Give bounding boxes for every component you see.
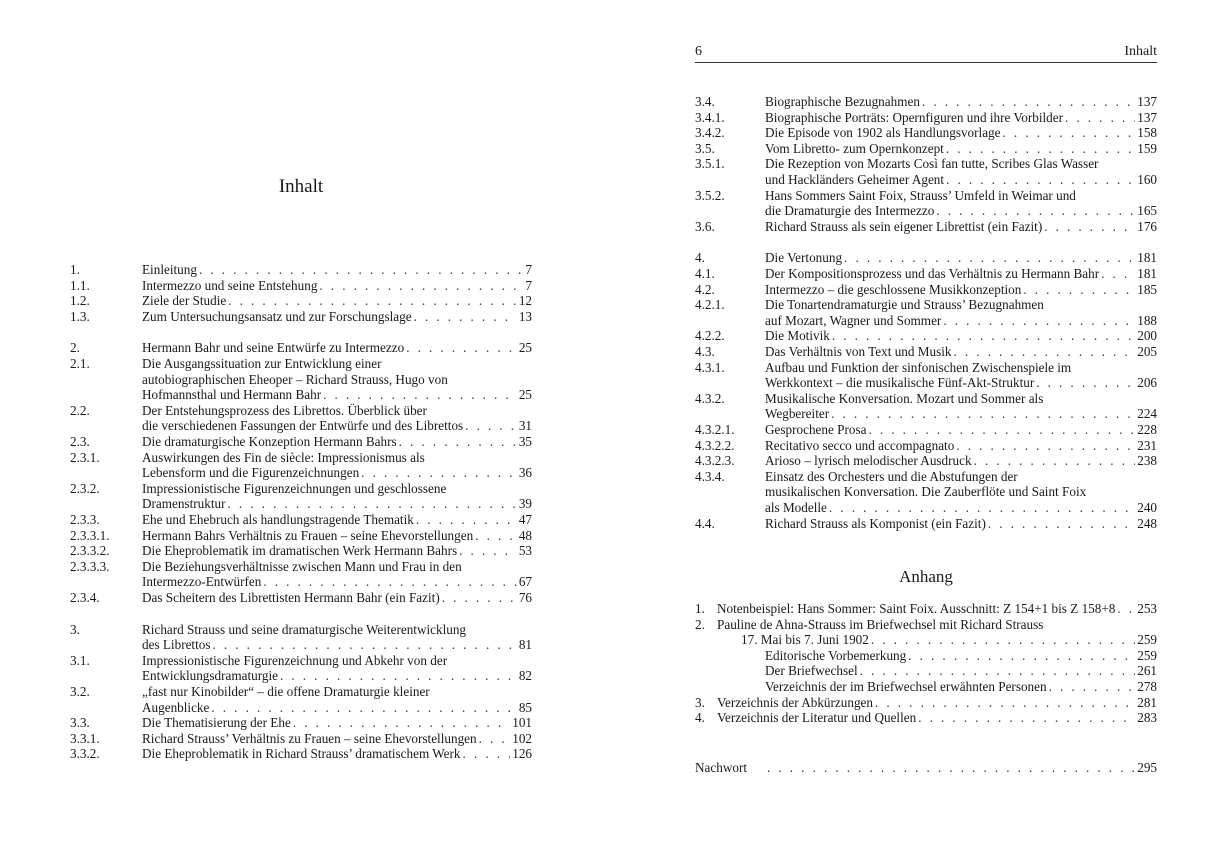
dot-leader [1049,679,1136,695]
toc-entry-number: 4. [695,710,705,726]
toc-entry [70,356,532,403]
anhang-title: Anhang [899,567,953,586]
dot-leader [871,632,1135,648]
toc-entry [70,309,532,325]
toc-entry-page: 200 [1137,328,1157,344]
toc-entry [695,617,1157,648]
toc-entry-title: Hofmannsthal und Hermann Bahr [142,387,322,403]
toc-entry-number: 3.3.2. [70,746,100,762]
toc-entry [695,219,1157,235]
dot-leader [228,496,517,512]
page-number: 6 [695,44,702,59]
toc-entry-title: Aufbau und Funktion der sinfonischen Zwischenspiele im [765,359,1072,375]
toc-entry-page: 181 [1137,266,1157,281]
toc-entry-title: als Modelle [765,499,827,515]
toc-entry-number: 4.3. [695,344,715,359]
toc-entry-page: 281 [1137,694,1157,710]
dot-leader [463,746,511,762]
dot-leader [1065,110,1135,126]
toc-entry [695,648,1157,664]
toc-entry-number: 3.2. [70,684,90,699]
toc-entry [70,278,532,294]
toc-entry-title: Die dramaturgische Konzeption Hermann Bahrs [142,434,397,449]
toc-entry-title: Ehe und Ehebruch als handlungstragende Thematik [142,512,414,527]
dot-leader [323,387,517,403]
toc-entry-title: Gesprochene Prosa [765,422,867,437]
toc-entry [695,438,1157,454]
toc-entry-title: Die Thematisierung der Ehe [142,715,291,731]
toc-entry-number: 3.3.1. [70,730,100,746]
toc-entry-title: Die Beziehungsverhältnisse zwischen Mann und Frau in den [142,558,462,574]
toc-entry [695,94,1157,110]
toc-entry [70,559,532,590]
toc-entry [695,344,1157,360]
toc-entry-number: 1.2. [70,293,90,309]
toc-entry-title: musikalischen Konversation. Die Zauberflöte und Saint Foix [765,484,1087,500]
dot-leader [1101,266,1135,282]
toc-entry-title: Verzeichnis der im Briefwechsel erwähnten Personen [765,679,1047,694]
toc-entry-title: Die Motivik [765,328,830,344]
toc-entry-number: 3.5.2. [695,187,725,203]
toc-entry [70,450,532,481]
dot-leader [860,663,1136,679]
dot-leader [1044,219,1135,235]
dot-leader [319,278,523,294]
toc-entry-page: 39 [518,496,532,512]
toc-entry-page: 137 [1137,94,1157,109]
toc-entry-title: Hermann Bahr und seine Entwürfe zu Intermezzo [142,340,405,356]
toc-entry-title: Hermann Bahrs Verhältnis zu Frauen – seine Ehevorstellungen [142,527,474,543]
dot-leader [908,648,1135,664]
dot-leader [832,328,1135,344]
dot-leader [918,710,1135,726]
toc-entry-title: Der Kompositionsprozess und das Verhältnis zu Hermann Bahr [765,266,1100,281]
dot-leader [829,500,1135,516]
dot-leader [1036,375,1135,391]
toc-entry-page: 31 [518,418,532,434]
toc-entry-title: Nachwort [695,760,747,775]
toc-entry-page: 240 [1137,499,1157,515]
dot-leader [280,668,517,684]
toc-entry-page: 259 [1137,647,1157,663]
dot-leader [946,141,1135,157]
right-page [607,0,1214,852]
dot-leader [831,406,1135,422]
toc-entry [70,293,532,309]
toc-entry-title: Biographische Porträts: Opernfiguren und ihre Vorbilder [765,109,1063,125]
dot-leader [767,760,1135,776]
toc-entry [70,481,532,512]
dot-leader [954,344,1136,360]
toc-entry-title: Dramenstruktur [142,496,226,512]
toc-entry-page: 181 [1137,250,1157,266]
toc-entry-title: Impressionistische Figurenzeichnung und Abkehr von der [142,652,448,668]
toc-entry-number: 3. [695,694,705,710]
toc-entry-title: Einsatz des Orchesters und die Abstufungen der [765,468,1018,484]
toc-entry-title: Augenblicke [142,699,210,715]
dot-leader [479,731,511,747]
toc-entry-page: 48 [518,527,532,543]
toc-entry-page: 248 [1137,515,1157,531]
dot-leader [211,700,516,716]
toc-entry-number: 2.3.1. [70,449,100,465]
toc-entry-number: 3.4.1. [695,109,725,125]
toc-entry-page: 47 [518,512,532,527]
toc-entry-page: 137 [1137,109,1157,125]
toc-entry-page: 278 [1137,679,1157,694]
toc-entry-number: 2.3. [70,434,90,449]
toc-entry-page: 228 [1137,422,1157,437]
toc-entry-page: 231 [1137,437,1157,453]
toc-entry [695,266,1157,282]
toc-entry-number: 4.3.2.1. [695,422,735,437]
toc-entry-title: Der Entstehungsprozess des Librettos. Überblick über [142,402,427,418]
toc-entry-title: Auswirkungen des Fin de siècle: Impressionismus als [142,449,425,465]
toc-entry-title: Verzeichnis der Literatur und Quellen [717,710,917,726]
toc-entry-number: 1. [70,262,80,277]
toc-entry-page: 7 [525,277,532,293]
toc-entry-number: 4. [695,250,705,266]
toc-entry-page: 82 [518,668,532,684]
toc-entry [695,282,1157,298]
dot-leader [1003,125,1136,141]
dot-leader [475,528,517,544]
toc-entry [695,141,1157,157]
dot-leader [875,695,1135,711]
toc-entry-number: 4.3.2.3. [695,453,735,469]
toc-entry-page: 25 [518,387,532,403]
dot-leader [956,438,1135,454]
toc-entry [695,422,1157,438]
toc-entry-title: Einleitung [142,262,197,277]
toc-entry-page: 25 [518,340,532,356]
toc-entry-number: 2. [695,616,705,632]
toc-entry-page: 81 [518,637,532,653]
toc-entry-number: 2.3.3.3. [70,558,110,574]
toc-entry [70,262,532,278]
dot-leader [213,637,517,653]
toc-entry-page: 283 [1137,710,1157,726]
page-title: Inhalt [278,176,324,197]
toc-entry-page: 7 [525,262,532,277]
toc-entry [70,653,532,684]
toc-entry [70,528,532,544]
dot-leader [416,512,517,528]
toc-entry-title: Das Scheitern des Librettisten Hermann Bahr (ein Fazit) [142,590,440,605]
toc-entry-page: 205 [1137,344,1157,359]
toc-entry [70,622,532,653]
toc-entry-title: Die Vertonung [765,250,843,266]
dot-leader [868,422,1135,438]
running-head [695,43,1157,63]
toc-entry-title: Die Eheproblematik im dramatischen Werk Hermann Bahrs [142,543,458,559]
toc-entry [70,434,532,450]
toc-entry-number: 4.3.2.2. [695,437,735,453]
toc-entry [695,156,1157,187]
dot-leader [936,203,1135,219]
toc-entry-title: auf Mozart, Wagner und Sommer [765,312,942,328]
toc-entry-number: 3.6. [695,218,715,234]
toc-entry-title: Ziele der Studie [142,293,227,309]
toc-entry-page: 12 [518,293,532,309]
toc-entry-title: die Dramaturgie des Intermezzo [765,203,935,219]
toc-entry-page: 185 [1137,281,1157,297]
toc-entry-page: 67 [518,574,532,590]
dot-leader [293,715,510,731]
dot-leader [974,453,1136,469]
toc-entry-number: 2.3.2. [70,480,100,496]
toc-entry [695,328,1157,344]
toc-entry-number: 1.1. [70,277,90,293]
dot-leader [1117,601,1135,617]
toc-entry [695,679,1157,695]
toc-entry [695,469,1157,516]
toc-entry-title: Editorische Vorbemerkung [765,647,907,663]
dot-leader [988,516,1135,532]
toc-entry [695,601,1157,617]
toc-entry-page: 224 [1137,406,1157,422]
toc-entry-page: 165 [1137,203,1157,219]
toc-entry-title: Notenbeispiel: Hans Sommer: Saint Foix. Ausschnitt: Z 154+1 bis Z 158+8 [717,601,1116,616]
toc-entry-page: 35 [518,434,532,449]
toc-entry-title: Wegbereiter [765,406,830,422]
toc-entry-page: 85 [518,699,532,715]
toc-entry-page: 238 [1137,453,1157,469]
toc-entry [70,731,532,747]
dot-leader [263,574,516,590]
toc-entry-title: Intermezzo und seine Entstehung [142,277,318,293]
dot-leader [414,309,517,325]
toc-entry-number: 2.3.4. [70,590,100,605]
toc-entry-title: die verschiedenen Fassungen der Entwürfe und des Librettos [142,418,464,434]
toc-entry-title: Arioso – lyrisch melodischer Ausdruck [765,453,972,469]
toc-entry [695,710,1157,726]
toc-entry-title: Die Ausgangssituation zur Entwicklung einer [142,356,382,371]
toc-entry-number: 4.3.1. [695,359,725,375]
toc-entry [695,760,1157,776]
toc-entry [70,543,532,559]
dot-leader [943,313,1135,329]
toc-entry [70,746,532,762]
toc-entry [695,663,1157,679]
toc-entry-number: 4.1. [695,266,715,281]
toc-entry [695,297,1157,328]
toc-entry-number: 3.4. [695,94,715,109]
toc-entry-title: Entwicklungsdramaturgie [142,668,278,684]
toc-entry-page: 101 [512,715,532,731]
toc-entry-title: Verzeichnis der Abkürzungen [717,694,873,710]
toc-entry-page: 160 [1137,171,1157,187]
toc-entry-number: 1.3. [70,308,90,324]
toc-entry-number: 3. [70,621,80,637]
toc-entry-page: 206 [1137,375,1157,391]
toc-entry-title: Intermezzo-Entwürfen [142,574,262,590]
toc-entry-title: Richard Strauss als sein eigener Librettist (ein Fazit) [765,218,1043,234]
toc-entry-title: Intermezzo – die geschlossene Musikkonzeption [765,281,1022,297]
toc-entry-title: 17. Mai bis 7. Juni 1902 [741,632,869,648]
toc-entry-title: Biographische Bezugnahmen [765,94,920,109]
toc-entry-page: 259 [1137,632,1157,648]
toc-entry [70,590,532,606]
toc-entry-title: Richard Strauss als Komponist (ein Fazit) [765,515,986,531]
toc-entry-number: 4.2.2. [695,328,725,344]
dot-leader [459,543,517,559]
toc-entry [695,110,1157,126]
dot-leader [199,262,523,278]
toc-entry-title: Hans Sommers Saint Foix, Strauss’ Umfeld in Weimar und [765,187,1076,203]
dot-leader [844,250,1135,266]
toc-entry-title: Der Briefwechsel [765,663,858,679]
toc-entry-title: Richard Strauss’ Verhältnis zu Frauen – seine Ehevorstellungen [142,730,477,746]
toc-entry-number: 4.4. [695,515,715,531]
toc-entry [695,391,1157,422]
dot-leader [946,172,1135,188]
toc-entry-number: 2.3.3. [70,512,100,527]
toc-entry [695,453,1157,469]
toc-entry-title: Recitativo secco und accompagnato [765,437,955,453]
toc-entry-title: Die Tonartendramaturgie und Strauss’ Bezugnahmen [765,297,1044,313]
toc-entry [70,403,532,434]
toc-entry-page: 176 [1137,218,1157,234]
toc-entry-page: 253 [1137,601,1157,616]
toc-entry [70,340,532,356]
toc-entry-page: 159 [1137,140,1157,156]
toc-entry [70,715,532,731]
toc-entry-page: 102 [512,730,532,746]
toc-entry [695,125,1157,141]
toc-entry [70,684,532,715]
toc-entry-page: 76 [518,590,532,605]
toc-entry-page: 158 [1137,125,1157,141]
toc-entry-page: 261 [1137,663,1157,679]
toc-entry-number: 2.1. [70,356,90,371]
toc-entry-number: 4.3.2. [695,390,725,406]
toc-entry-title: Musikalische Konversation. Mozart und Sommer als [765,390,1044,406]
toc-entry-title: autobiographischen Eheoper – Richard Strauss, Hugo von [142,371,448,387]
toc-entry-number: 2.3.3.2. [70,543,110,559]
toc-entry-number: 3.4.2. [695,125,725,141]
toc-entry-title: Werkkontext – die musikalische Fünf-Akt-Struktur [765,375,1035,391]
dot-leader [922,94,1135,110]
toc-entry-number: 4.2.1. [695,297,725,313]
toc-entry-page: 53 [518,543,532,559]
toc-entry-title: des Librettos [142,637,211,653]
toc-entry-title: Das Verhältnis von Text und Musik [765,344,952,359]
toc-entry-page: 36 [518,465,532,481]
toc-entry-number: 4.3.4. [695,468,725,484]
toc-entry-title: „fast nur Kinobilder“ – die offene Dramaturgie kleiner [142,684,430,699]
toc-entry-title: Die Rezeption von Mozarts Così fan tutte, Scribes Glas Wasser [765,156,1099,172]
toc-entry-number: 3.5. [695,140,715,156]
toc-entry-title: Lebensform und die Figurenzeichnungen [142,465,360,481]
toc-entry-title: Impressionistische Figurenzeichnungen und geschlossene [142,480,447,496]
toc-entry [695,695,1157,711]
toc-entry-number: 1. [695,601,705,616]
dot-leader [228,293,517,309]
toc-entry [695,360,1157,391]
toc-entry-title: Richard Strauss und seine dramaturgische Weiterentwicklung [142,621,467,637]
toc-entry-page: 295 [1137,760,1157,775]
toc-entry [70,512,532,528]
toc-entry [695,188,1157,219]
toc-entry-number: 3.1. [70,652,90,668]
dot-leader [1023,282,1135,298]
toc-entry-number: 3.5.1. [695,156,725,172]
dot-leader [465,418,517,434]
toc-entry-title: Die Eheproblematik in Richard Strauss’ dramatischem Werk [142,746,461,762]
toc-entry-number: 4.2. [695,281,715,297]
dot-leader [361,465,517,481]
toc-entry-title: und Hackländers Geheimer Agent [765,171,945,187]
toc-entry-number: 2.2. [70,402,90,418]
toc-entry [695,516,1157,532]
toc-entry-page: 13 [518,308,532,324]
dot-leader [399,434,517,450]
toc-entry-title: Zum Untersuchungsansatz und zur Forschungslage [142,308,412,324]
dot-leader [406,340,517,356]
toc-entry [695,250,1157,266]
toc-entry-number: 3.3. [70,715,90,731]
toc-entry-page: 126 [512,746,532,762]
toc-entry-title: Vom Libretto- zum Opernkonzept [765,140,944,156]
toc-entry-title: Pauline de Ahna-Strauss im Briefwechsel mit Richard Strauss [717,616,1044,632]
dot-leader [442,590,517,606]
toc-entry-number: 2. [70,340,80,356]
running-title: Inhalt [1124,44,1157,59]
toc-entry-page: 188 [1137,312,1157,328]
toc-entry-title: Die Episode von 1902 als Handlungsvorlage [765,125,1001,141]
toc-entry-number: 2.3.3.1. [70,527,110,543]
